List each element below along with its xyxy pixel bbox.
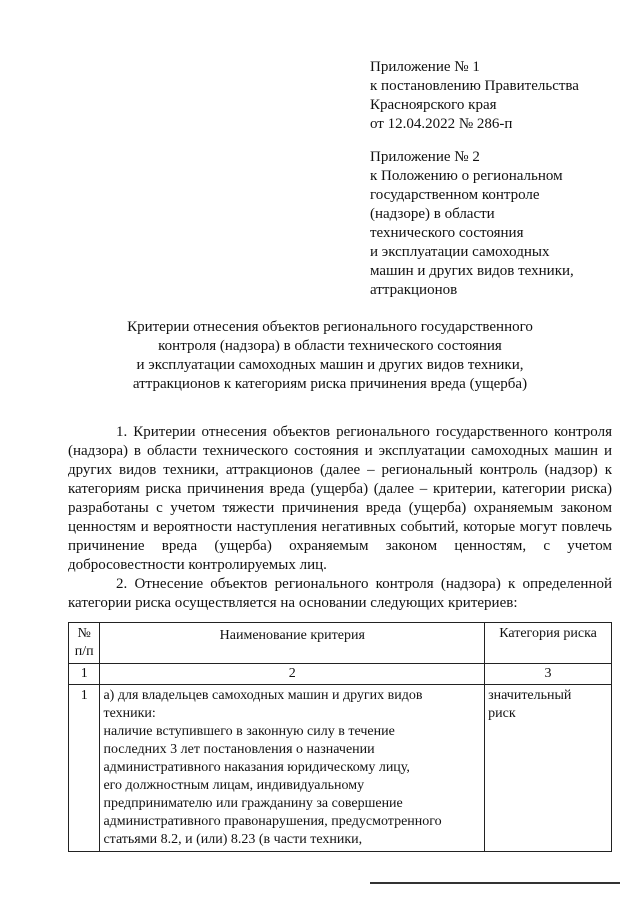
appendix-2-line: (надзоре) в области [370, 206, 495, 222]
column-numbers-row [69, 664, 612, 685]
risk-category-cell [485, 685, 612, 852]
risk-category-line: значительный [488, 688, 572, 703]
paragraph-2: 2. Отнесение объектов регионального контроля (надзора) к определенной категории риска осуществляется на основании следующих критериев: [68, 576, 612, 611]
row-num: 1 [69, 685, 100, 852]
criterion-line: статьями 8.2, и (или) 8.23 (в части техники, [103, 832, 363, 847]
appendix-2-block [370, 148, 574, 300]
criterion-cell [100, 685, 485, 852]
criterion-line: наличие вступившего в законную силу в течение [103, 724, 395, 739]
body-text [68, 423, 612, 613]
appendix-1-line: Красноярского края [370, 97, 497, 113]
appendix-2-line: технического состояния [370, 225, 524, 241]
header-num: № п/п [69, 623, 100, 664]
column-number: 3 [485, 664, 612, 685]
title-line: и эксплуатации самоходных машин и других видов техники, [136, 357, 524, 373]
criterion-line: его должностным лицам, индивидуальному [103, 778, 365, 793]
criteria-table [68, 622, 612, 852]
criterion-line: административного наказания юридическому лицу, [103, 760, 410, 775]
appendix-2-line: и эксплуатации самоходных [370, 244, 550, 260]
appendix-2-line: государственном контроле [370, 187, 540, 203]
risk-category-line: риск [488, 706, 516, 721]
table-header-row [69, 623, 612, 664]
appendix-2-line: к Положению о региональном [370, 168, 563, 184]
title-line: аттракционов к категориям риска причинения вреда (ущерба) [132, 376, 528, 392]
column-number: 2 [100, 664, 485, 685]
appendix-2-line: Приложение № 2 [370, 149, 480, 165]
appendix-1-line: к постановлению Правительства [370, 78, 579, 94]
criterion-line: а) для владельцев самоходных машин и других видов [103, 688, 423, 703]
header-criterion-name: Наименование критерия [100, 623, 485, 664]
header-risk-category: Категория риска [485, 623, 612, 664]
appendix-1-block [370, 58, 579, 134]
criterion-line: последних 3 лет постановления о назначении [103, 742, 375, 757]
title-line: Критерии отнесения объектов регионального государственного [127, 319, 533, 335]
criterion-line: предпринимателю или гражданину за совершение [103, 796, 403, 811]
paragraph-1: 1. Критерии отнесения объектов регионального государственного контроля (надзора) в области технического состояния и эксплуатации самоходных машин и других видов техники, аттракционов (далее – региональный контроль (надзор) к категориям риска причинения вреда (ущерба) (далее – критерии, категории риска) разработаны с учетом тяжести причинения вреда (ущерба) охраняемым законом ценностям и вероятности наступления негативных событий, которые могут повлечь причинение вреда (ущерба) охраняемым законом ценностям, с учетом добросовестности контролируемых лиц. [68, 424, 612, 573]
criterion-line: техники: [103, 706, 156, 721]
page-bottom-rule [370, 882, 620, 884]
column-number: 1 [69, 664, 100, 685]
document-title [60, 318, 600, 394]
table-row [69, 685, 612, 852]
title-line: контроля (надзора) в области технического состояния [158, 338, 502, 354]
appendix-1-line: от 12.04.2022 № 286-п [370, 116, 513, 132]
appendix-1-line: Приложение № 1 [370, 59, 480, 75]
appendix-2-line: аттракционов [370, 282, 458, 298]
criterion-line: административного правонарушения, предусмотренного [103, 814, 442, 829]
appendix-2-line: машин и других видов техники, [370, 263, 574, 279]
